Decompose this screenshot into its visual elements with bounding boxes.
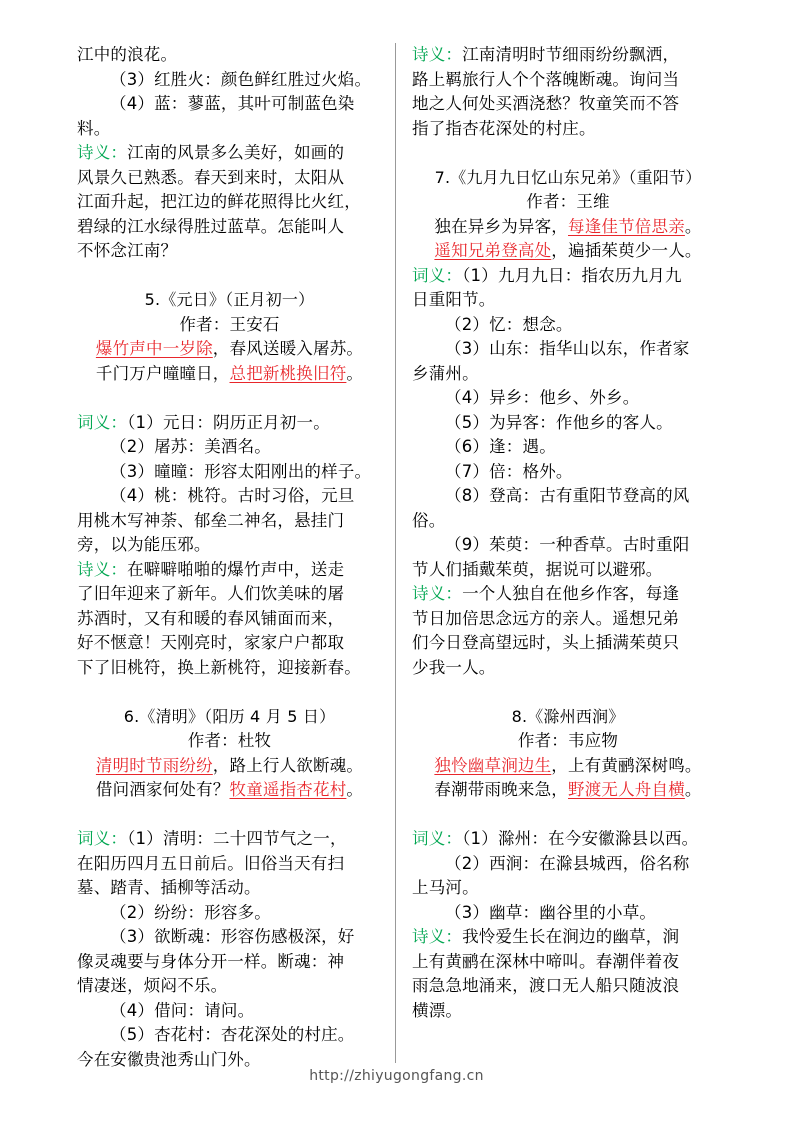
text-segment: 上马河。 xyxy=(412,878,479,897)
text-segment: （4）借问：请问。 xyxy=(110,1000,255,1020)
text-segment: （3）曈曈：形容太阳刚出的样子。 xyxy=(110,461,372,481)
text-line xyxy=(412,876,724,901)
text-segment: 。 xyxy=(684,216,702,236)
text-segment: （1）清明：二十四节气之一， xyxy=(127,829,347,848)
poem-title xyxy=(77,705,382,730)
text-line xyxy=(412,337,724,362)
text-line xyxy=(412,901,724,926)
text-segment: 们今日登高望远时，头上插满茱萸只 xyxy=(412,633,680,652)
text-line xyxy=(412,288,724,313)
text-line xyxy=(412,950,724,975)
blank-line xyxy=(412,680,724,705)
text-segment: 在阳历四月五日前后。旧俗当天有扫 xyxy=(77,853,345,873)
text-line xyxy=(412,190,724,215)
text-line xyxy=(412,656,724,681)
text-line xyxy=(77,852,382,877)
footer-url: http://zhiyugongfang.cn xyxy=(309,1068,484,1084)
text-line xyxy=(412,778,724,803)
text-line xyxy=(77,631,382,656)
text-line xyxy=(77,729,382,754)
text-segment: （9）茱萸：一种香草。古时重阳 xyxy=(445,535,690,554)
text-segment: （7）倍：格外。 xyxy=(445,461,573,481)
text-line xyxy=(77,876,382,901)
section-label: 诗义： xyxy=(412,927,463,946)
text-segment: 作者：韦应物 xyxy=(517,731,619,750)
poem-title xyxy=(412,166,724,191)
section-label: 诗义： xyxy=(412,45,463,64)
text-segment: 8.《滁州西涧》 xyxy=(511,706,625,726)
text-line xyxy=(77,239,382,264)
text-segment: 上有黄鹂在深林中啼叫。春潮伴着夜 xyxy=(412,951,680,971)
text-segment: 墓、踏青、插柳等活动。 xyxy=(77,878,261,897)
text-line xyxy=(77,754,382,779)
text-segment: 作者：杜牧 xyxy=(187,731,272,750)
text-line xyxy=(412,509,724,534)
text-segment: 春潮带雨晚来急， xyxy=(434,780,568,799)
text-line xyxy=(412,386,724,411)
text-line xyxy=(77,43,382,68)
text-segment: （4）蓝：蓼蓝，其叶可制蓝色染 xyxy=(110,94,355,113)
text-line xyxy=(77,1023,382,1048)
section-label: 诗义： xyxy=(412,584,463,603)
text-segment: 不怀念江南？ xyxy=(77,241,178,260)
text-segment: 借问酒家何处有？ xyxy=(95,780,230,799)
text-segment: 。 xyxy=(346,780,364,799)
text-segment: 江中的浪花。 xyxy=(77,45,178,64)
text-segment: 节日加倍思念远方的亲人。遥想兄弟 xyxy=(412,608,680,628)
text-line xyxy=(412,362,724,387)
text-segment: ，路上行人欲断魂。 xyxy=(212,755,364,775)
highlighted-verse: 独怜幽草涧边生 xyxy=(434,755,552,775)
text-segment: 作者：王维 xyxy=(526,192,610,211)
text-segment: 指了指杏花深处的村庄。 xyxy=(412,118,596,138)
text-line xyxy=(412,558,724,583)
text-line xyxy=(77,92,382,117)
highlighted-verse: 遥知兄弟登高处 xyxy=(434,241,552,260)
blank-line xyxy=(412,141,724,166)
text-segment: 6.《清明》（阳历 4 月 5 日） xyxy=(123,706,336,726)
text-line xyxy=(77,484,382,509)
text-segment: （4）异乡：他乡、外乡。 xyxy=(445,388,640,407)
text-segment: 乡蒲州。 xyxy=(412,363,479,383)
text-line xyxy=(412,68,724,93)
text-line xyxy=(77,999,382,1024)
text-segment: （6）逢：遇。 xyxy=(445,437,556,456)
text-segment: 雨急急地涌来，渡口无人船只随波浪 xyxy=(412,976,680,995)
text-segment: 日重阳节。 xyxy=(412,290,496,309)
highlighted-verse: 爆竹声中一岁除 xyxy=(95,339,213,358)
text-segment: （5）杏花村：杏花深处的村庄。 xyxy=(110,1025,355,1044)
text-segment: （3）红胜火：颜色鲜红胜过火焰。 xyxy=(110,69,372,89)
text-segment: （2）纷纷：形容多。 xyxy=(110,902,271,922)
text-segment: （2）西涧：在滁县城西，俗名称 xyxy=(445,853,690,873)
text-line xyxy=(412,215,724,240)
text-line xyxy=(412,974,724,999)
text-segment: （1）滁州：在今安徽滁县以西。 xyxy=(462,829,699,848)
highlighted-verse: 野渡无人舟自横 xyxy=(568,780,685,799)
text-segment: （3）欲断魂：形容伤感极深，好 xyxy=(110,927,355,946)
text-segment: 在噼噼啪啪的爆竹声中，送走 xyxy=(127,559,345,579)
text-segment: 地之人何处买酒浇愁？牧童笑而不答 xyxy=(412,94,680,113)
text-line xyxy=(412,999,724,1024)
section-label: 词义： xyxy=(412,265,463,285)
text-segment: ，遍插茱萸少一人。 xyxy=(551,241,702,260)
blank-line xyxy=(412,803,724,828)
section-label: 词义： xyxy=(77,829,128,848)
text-line xyxy=(412,411,724,436)
text-segment: 今在安徽贵池秀山门外。 xyxy=(77,1049,261,1069)
column-divider xyxy=(395,43,396,1063)
text-line xyxy=(77,460,382,485)
poem-title xyxy=(77,288,382,313)
text-line xyxy=(77,925,382,950)
text-line xyxy=(77,362,382,387)
text-line xyxy=(77,215,382,240)
text-line xyxy=(77,337,382,362)
text-line xyxy=(412,827,724,852)
text-segment: （2）屠苏：美酒名。 xyxy=(110,437,271,456)
text-segment: 江面升起，把江边的鲜花照得比火红， xyxy=(77,192,361,211)
text-segment: 料。 xyxy=(77,118,111,138)
highlighted-verse: 每逢佳节倍思亲 xyxy=(568,216,685,236)
highlighted-verse: 清明时节雨纷纷 xyxy=(95,755,213,775)
text-segment: （4）桃：桃符。古时习俗，元旦 xyxy=(110,486,355,505)
text-line xyxy=(412,852,724,877)
text-line xyxy=(412,460,724,485)
text-line xyxy=(412,264,724,289)
text-line xyxy=(77,141,382,166)
text-segment: 江南清明时节细雨纷纷飘洒， xyxy=(462,45,680,64)
text-line xyxy=(77,117,382,142)
text-line xyxy=(412,729,724,754)
blank-line xyxy=(77,386,382,411)
text-segment: （2）忆：想念。 xyxy=(445,314,573,334)
poem-title xyxy=(412,705,724,730)
text-line xyxy=(412,582,724,607)
text-segment: 我怜爱生长在涧边的幽草，涧 xyxy=(462,927,680,946)
text-segment: 像灵魂要与身体分开一样。断魂：神 xyxy=(77,951,345,971)
text-segment: 独在异乡为异客， xyxy=(434,216,568,236)
text-segment: （1）元日：阴历正月初一。 xyxy=(127,412,330,432)
text-line xyxy=(77,778,382,803)
text-segment: ，春风送暖入屠苏。 xyxy=(212,339,364,358)
blank-line xyxy=(77,803,382,828)
text-segment: 千门万户曈曈日， xyxy=(95,363,230,383)
text-segment: ，上有黄鹂深树鸣。 xyxy=(551,755,702,775)
text-segment: （5）为异客：作他乡的客人。 xyxy=(445,412,673,432)
text-segment: （3）山东：指华山以东，作者家 xyxy=(445,339,690,358)
text-segment: 。 xyxy=(684,780,702,799)
text-line xyxy=(412,925,724,950)
text-line xyxy=(77,313,382,338)
text-segment: 横漂。 xyxy=(412,1000,463,1020)
text-line xyxy=(77,656,382,681)
text-segment: 俗。 xyxy=(412,510,446,530)
text-segment: 作者：王安石 xyxy=(179,314,280,334)
text-line xyxy=(77,509,382,534)
text-line xyxy=(77,558,382,583)
text-line xyxy=(412,631,724,656)
text-segment: 用桃木写神荼、郁垒二神名，悬挂门 xyxy=(77,510,345,530)
text-segment: 碧绿的江水绿得胜过蓝草。怎能叫人 xyxy=(77,216,345,236)
text-segment: 了旧年迎来了新年。人们饮美味的屠 xyxy=(77,584,345,603)
text-segment: 旁，以为能压邪。 xyxy=(77,535,211,554)
blank-line xyxy=(77,264,382,289)
text-line xyxy=(77,901,382,926)
text-segment: （8）登高：古有重阳节登高的风 xyxy=(445,486,690,505)
text-line xyxy=(77,533,382,558)
text-segment: 好不惬意！天刚亮时，家家户户都取 xyxy=(77,633,345,652)
text-segment: 。 xyxy=(346,363,364,383)
text-line xyxy=(77,974,382,999)
section-label: 诗义： xyxy=(77,559,128,579)
text-line xyxy=(77,827,382,852)
text-line xyxy=(77,190,382,215)
text-segment: 苏酒时，又有和暖的春风铺面而来， xyxy=(77,608,345,628)
text-line xyxy=(77,950,382,975)
text-segment: 节人们插戴茱萸，据说可以避邪。 xyxy=(412,559,663,579)
highlighted-verse: 牧童遥指杏花村 xyxy=(229,780,347,799)
text-line xyxy=(412,92,724,117)
text-segment: 7.《九月九日忆山东兄弟》（重阳节） xyxy=(434,167,702,187)
text-segment: 下了旧桃符，换上新桃符，迎接新春。 xyxy=(77,657,361,677)
text-line xyxy=(77,582,382,607)
blank-line xyxy=(77,680,382,705)
text-line xyxy=(412,754,724,779)
text-line xyxy=(412,239,724,264)
left-column xyxy=(77,43,382,1072)
highlighted-verse: 总把新桃换旧符 xyxy=(229,363,347,383)
text-line xyxy=(412,435,724,460)
text-segment: 情凄迷，烦闷不乐。 xyxy=(77,976,228,995)
text-segment: 江南的风景多么美好，如画的 xyxy=(127,143,345,162)
text-line xyxy=(77,435,382,460)
right-column xyxy=(412,43,724,1023)
text-line xyxy=(77,68,382,93)
text-line xyxy=(412,607,724,632)
text-segment: 少我一人。 xyxy=(412,657,496,677)
text-line xyxy=(77,411,382,436)
text-line xyxy=(412,117,724,142)
section-label: 词义： xyxy=(77,412,128,432)
text-segment: （1）九月九日：指农历九月九 xyxy=(462,265,682,285)
text-line xyxy=(412,533,724,558)
text-line xyxy=(77,166,382,191)
text-line xyxy=(412,484,724,509)
text-line xyxy=(412,313,724,338)
text-segment: 5.《元日》（正月初一） xyxy=(144,290,315,309)
text-segment: （3）幽草：幽谷里的小草。 xyxy=(445,902,657,922)
text-segment: 路上羁旅行人个个落魄断魂。询问当 xyxy=(412,69,680,89)
text-line xyxy=(412,43,724,68)
section-label: 词义： xyxy=(412,829,463,848)
section-label: 诗义： xyxy=(77,143,128,162)
text-segment: 风景久已熟悉。春天到来时，太阳从 xyxy=(77,167,345,187)
text-line xyxy=(77,607,382,632)
text-segment: 一个人独自在他乡作客，每逢 xyxy=(462,584,680,603)
